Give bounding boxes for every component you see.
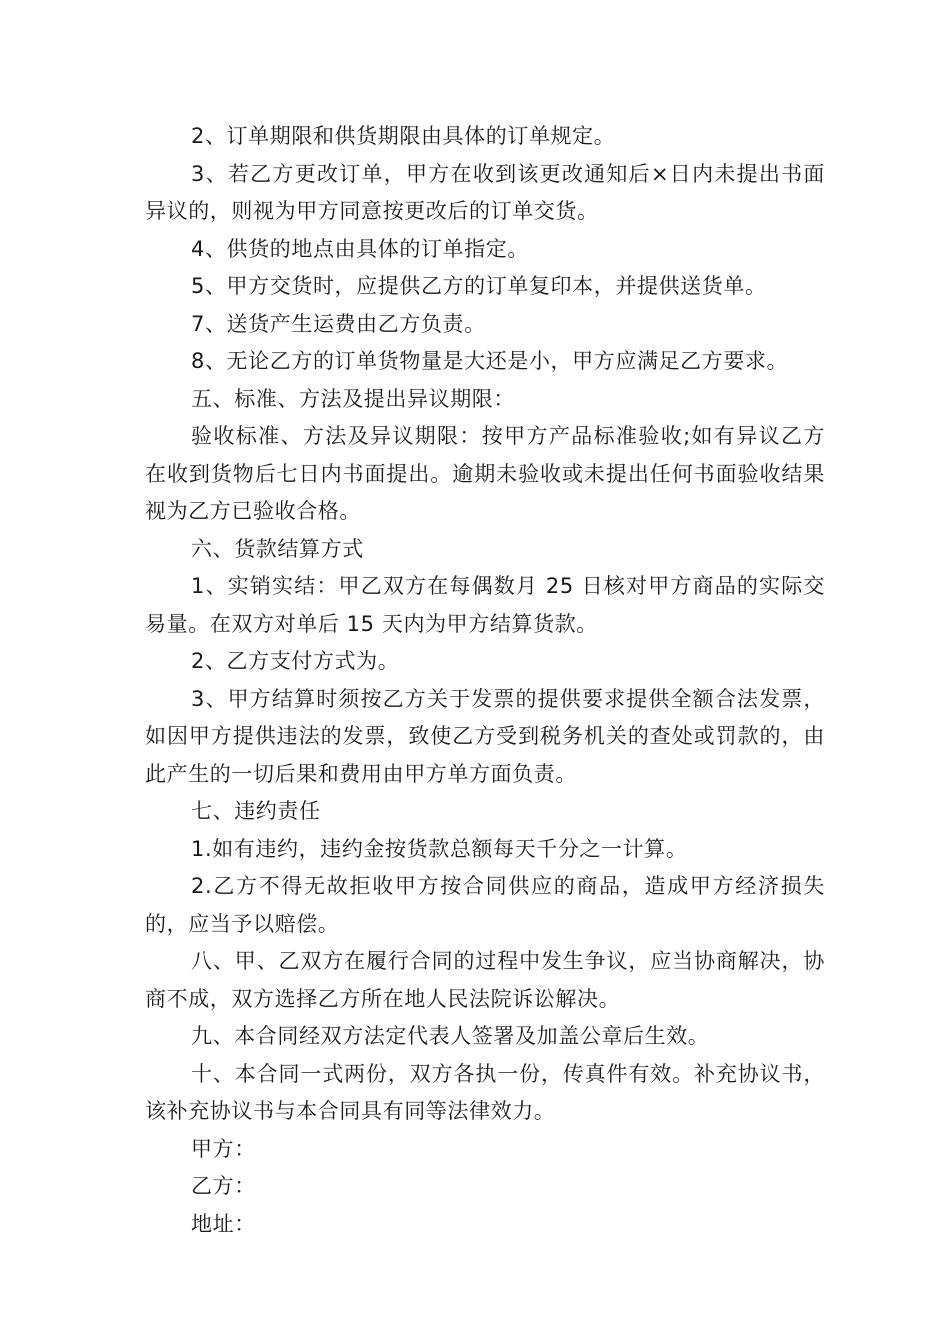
section-7-clause-2: 2.乙方不得无故拒收甲方按合同供应的商品，造成甲方经济损失的，应当予以赔偿。	[145, 874, 825, 936]
clause-4-delivery-location: 4、供货的地点由具体的订单指定。	[191, 236, 529, 261]
section-7-clause-1: 1.如有违约，违约金按货款总额每天千分之一计算。	[191, 836, 688, 861]
section-6-clause-3: 3、甲方结算时须按乙方关于发票的提供要求提供全额合法发票，如因甲方提供违法的发票，致使乙方受到税务机关的查处或罚款的，由此产生的一切后果和费用由甲方单方面负责。	[145, 686, 825, 786]
clause-5-delivery-docs: 5、甲方交货时，应提供乙方的订单复印本，并提供送货单。	[191, 274, 767, 298]
section-5-acceptance: 验收标准、方法及异议期限：按甲方产品标准验收;如有异议乙方在收到货物后七日内书面提出。逾期未验收或未提出任何书面验收结果视为乙方已验收合格。	[145, 424, 825, 523]
section-9-effective: 九、本合同经双方法定代表人签署及加盖公章后生效。	[191, 1024, 710, 1048]
section-10-copies: 十、本合同一式两份，双方各执一份，传真件有效。补充协议书，该补充协议书与本合同具有同等法律效力。	[145, 1061, 825, 1123]
section-6-clause-1: 1、实销实结：甲乙双方在每偶数月 25 日核对甲方商品的实际交易量。在双方对单后 15 天内为甲方结算货款。	[145, 574, 825, 636]
section-8-dispute: 八、甲、乙双方在履行合同的过程中发生争议，应当协商解决，协商不成，双方选择乙方所在地人民法院诉讼解决。	[145, 949, 825, 1011]
section-6-clause-2: 2、乙方支付方式为。	[191, 649, 400, 673]
signature-address: 地址：	[191, 1211, 256, 1236]
section-6-heading: 六、货款结算方式	[191, 536, 364, 561]
section-5-heading: 五、标准、方法及提出异议期限：	[191, 386, 515, 411]
clause-7-freight: 7、送货产生运费由乙方负责。	[191, 311, 486, 336]
document-body	[145, 118, 825, 1243]
clause-3-order-change: 3、若乙方更改订单，甲方在收到该更改通知后×日内未提出书面异议的，则视为甲方同意按更改后的订单交货。	[145, 161, 825, 223]
clause-8-quantity: 8、无论乙方的订单货物量是大还是小，甲方应满足乙方要求。	[191, 349, 789, 373]
signature-party-a: 甲方：	[191, 1136, 256, 1161]
signature-party-b: 乙方：	[191, 1174, 256, 1198]
section-7-heading: 七、违约责任	[191, 799, 321, 823]
clause-2-order-period: 2、订单期限和供货期限由具体的订单规定。	[191, 124, 616, 148]
